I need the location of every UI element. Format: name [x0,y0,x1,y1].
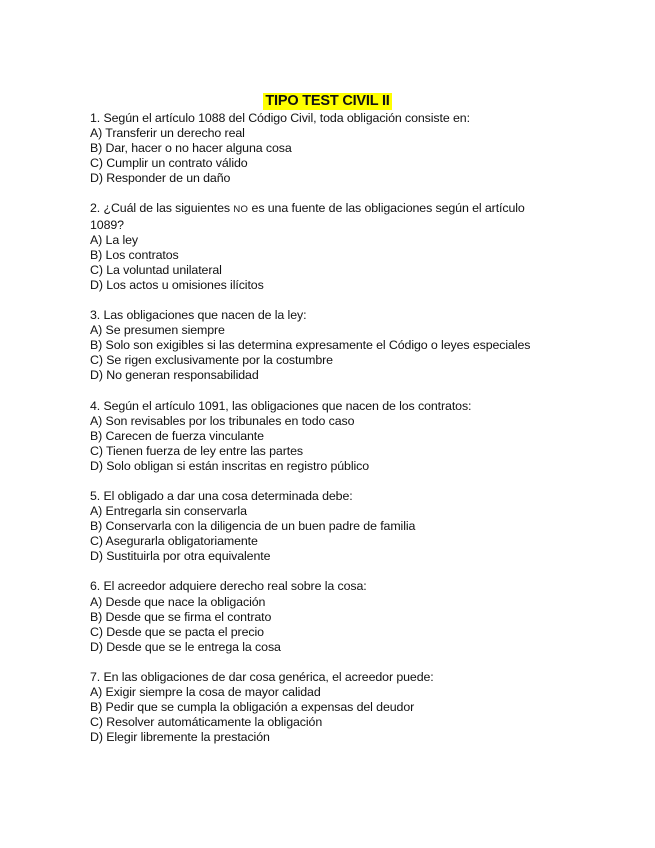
option-a: A) Entregarla sin conservarla [90,504,247,519]
option-d: D) Los actos u omisiones ilícitos [90,277,264,292]
question-text: 7. En las obligaciones de dar cosa genérica, el acreedor puede: [90,669,434,684]
option-c: C) Cumplir un contrato válido [90,156,248,171]
option-b: B) Conservarla con la diligencia de un buen padre de familia [90,519,416,534]
question-text: 1. Según el artículo 1088 del Código Civil, toda obligación consiste en: [90,111,470,125]
question-text [90,201,560,232]
question-5 [90,489,590,564]
question-4 [90,399,590,474]
option-a: A) Transferir un derecho real [90,126,245,141]
option-a: A) Se presumen siempre [90,323,225,338]
question-6 [90,579,590,654]
option-d: D) Sustituirla por otra equivalente [90,549,271,564]
question-text: 5. El obligado a dar una cosa determinada debe: [90,488,353,503]
option-c: C) Asegurarla obligatoriamente [90,534,258,549]
question-3 [90,308,590,383]
option-d: D) Solo obligan si están inscritas en registro público [90,458,370,473]
document-title: TIPO TEST CIVIL II [265,93,390,109]
option-c: C) La voluntad unilateral [90,262,222,277]
option-b: B) Dar, hacer o no hacer alguna cosa [90,141,292,156]
question-text-emphasis: NO [233,204,249,216]
question-text-after: es una fuente de las obligaciones según el artículo 1089? [90,201,525,232]
option-d: D) Responder de un daño [90,171,231,186]
option-b: B) Carecen de fuerza vinculante [90,428,264,443]
option-d: D) No generan responsabilidad [90,368,259,383]
option-b: B) Solo son exigibles si las determina expresamente el Código o leyes especiales [90,338,531,353]
option-c: C) Desde que se pacta el precio [90,624,264,639]
option-a: A) La ley [90,232,138,247]
option-a: A) Exigir siempre la cosa de mayor calidad [90,685,321,699]
question-2 [90,201,590,293]
option-c: C) Resolver automáticamente la obligación [90,715,323,730]
option-c: C) Se rigen exclusivamente por la costumbre [90,353,333,368]
option-b: B) Pedir que se cumpla la obligación a expensas del deudor [90,700,415,715]
option-a: A) Son revisables por los tribunales en todo caso [90,413,355,428]
question-text: 6. El acreedor adquiere derecho real sobre la cosa: [90,579,367,594]
question-7 [90,670,590,745]
question-1 [90,111,590,186]
question-text: 4. Según el artículo 1091, las obligaciones que nacen de los contratos: [90,398,472,413]
option-a: A) Desde que nace la obligación [90,594,266,609]
title-container [0,92,655,110]
option-b: B) Los contratos [90,247,179,262]
option-d: D) Desde que se le entrega la cosa [90,639,281,654]
question-list [90,111,590,760]
question-text-before: 2. ¿Cuál de las siguientes [90,201,234,216]
question-text: 3. Las obligaciones que nacen de la ley: [90,308,307,323]
option-d: D) Elegir libremente la prestación [90,730,270,745]
option-c: C) Tienen fuerza de ley entre las partes [90,443,303,458]
option-b: B) Desde que se firma el contrato [90,609,272,624]
